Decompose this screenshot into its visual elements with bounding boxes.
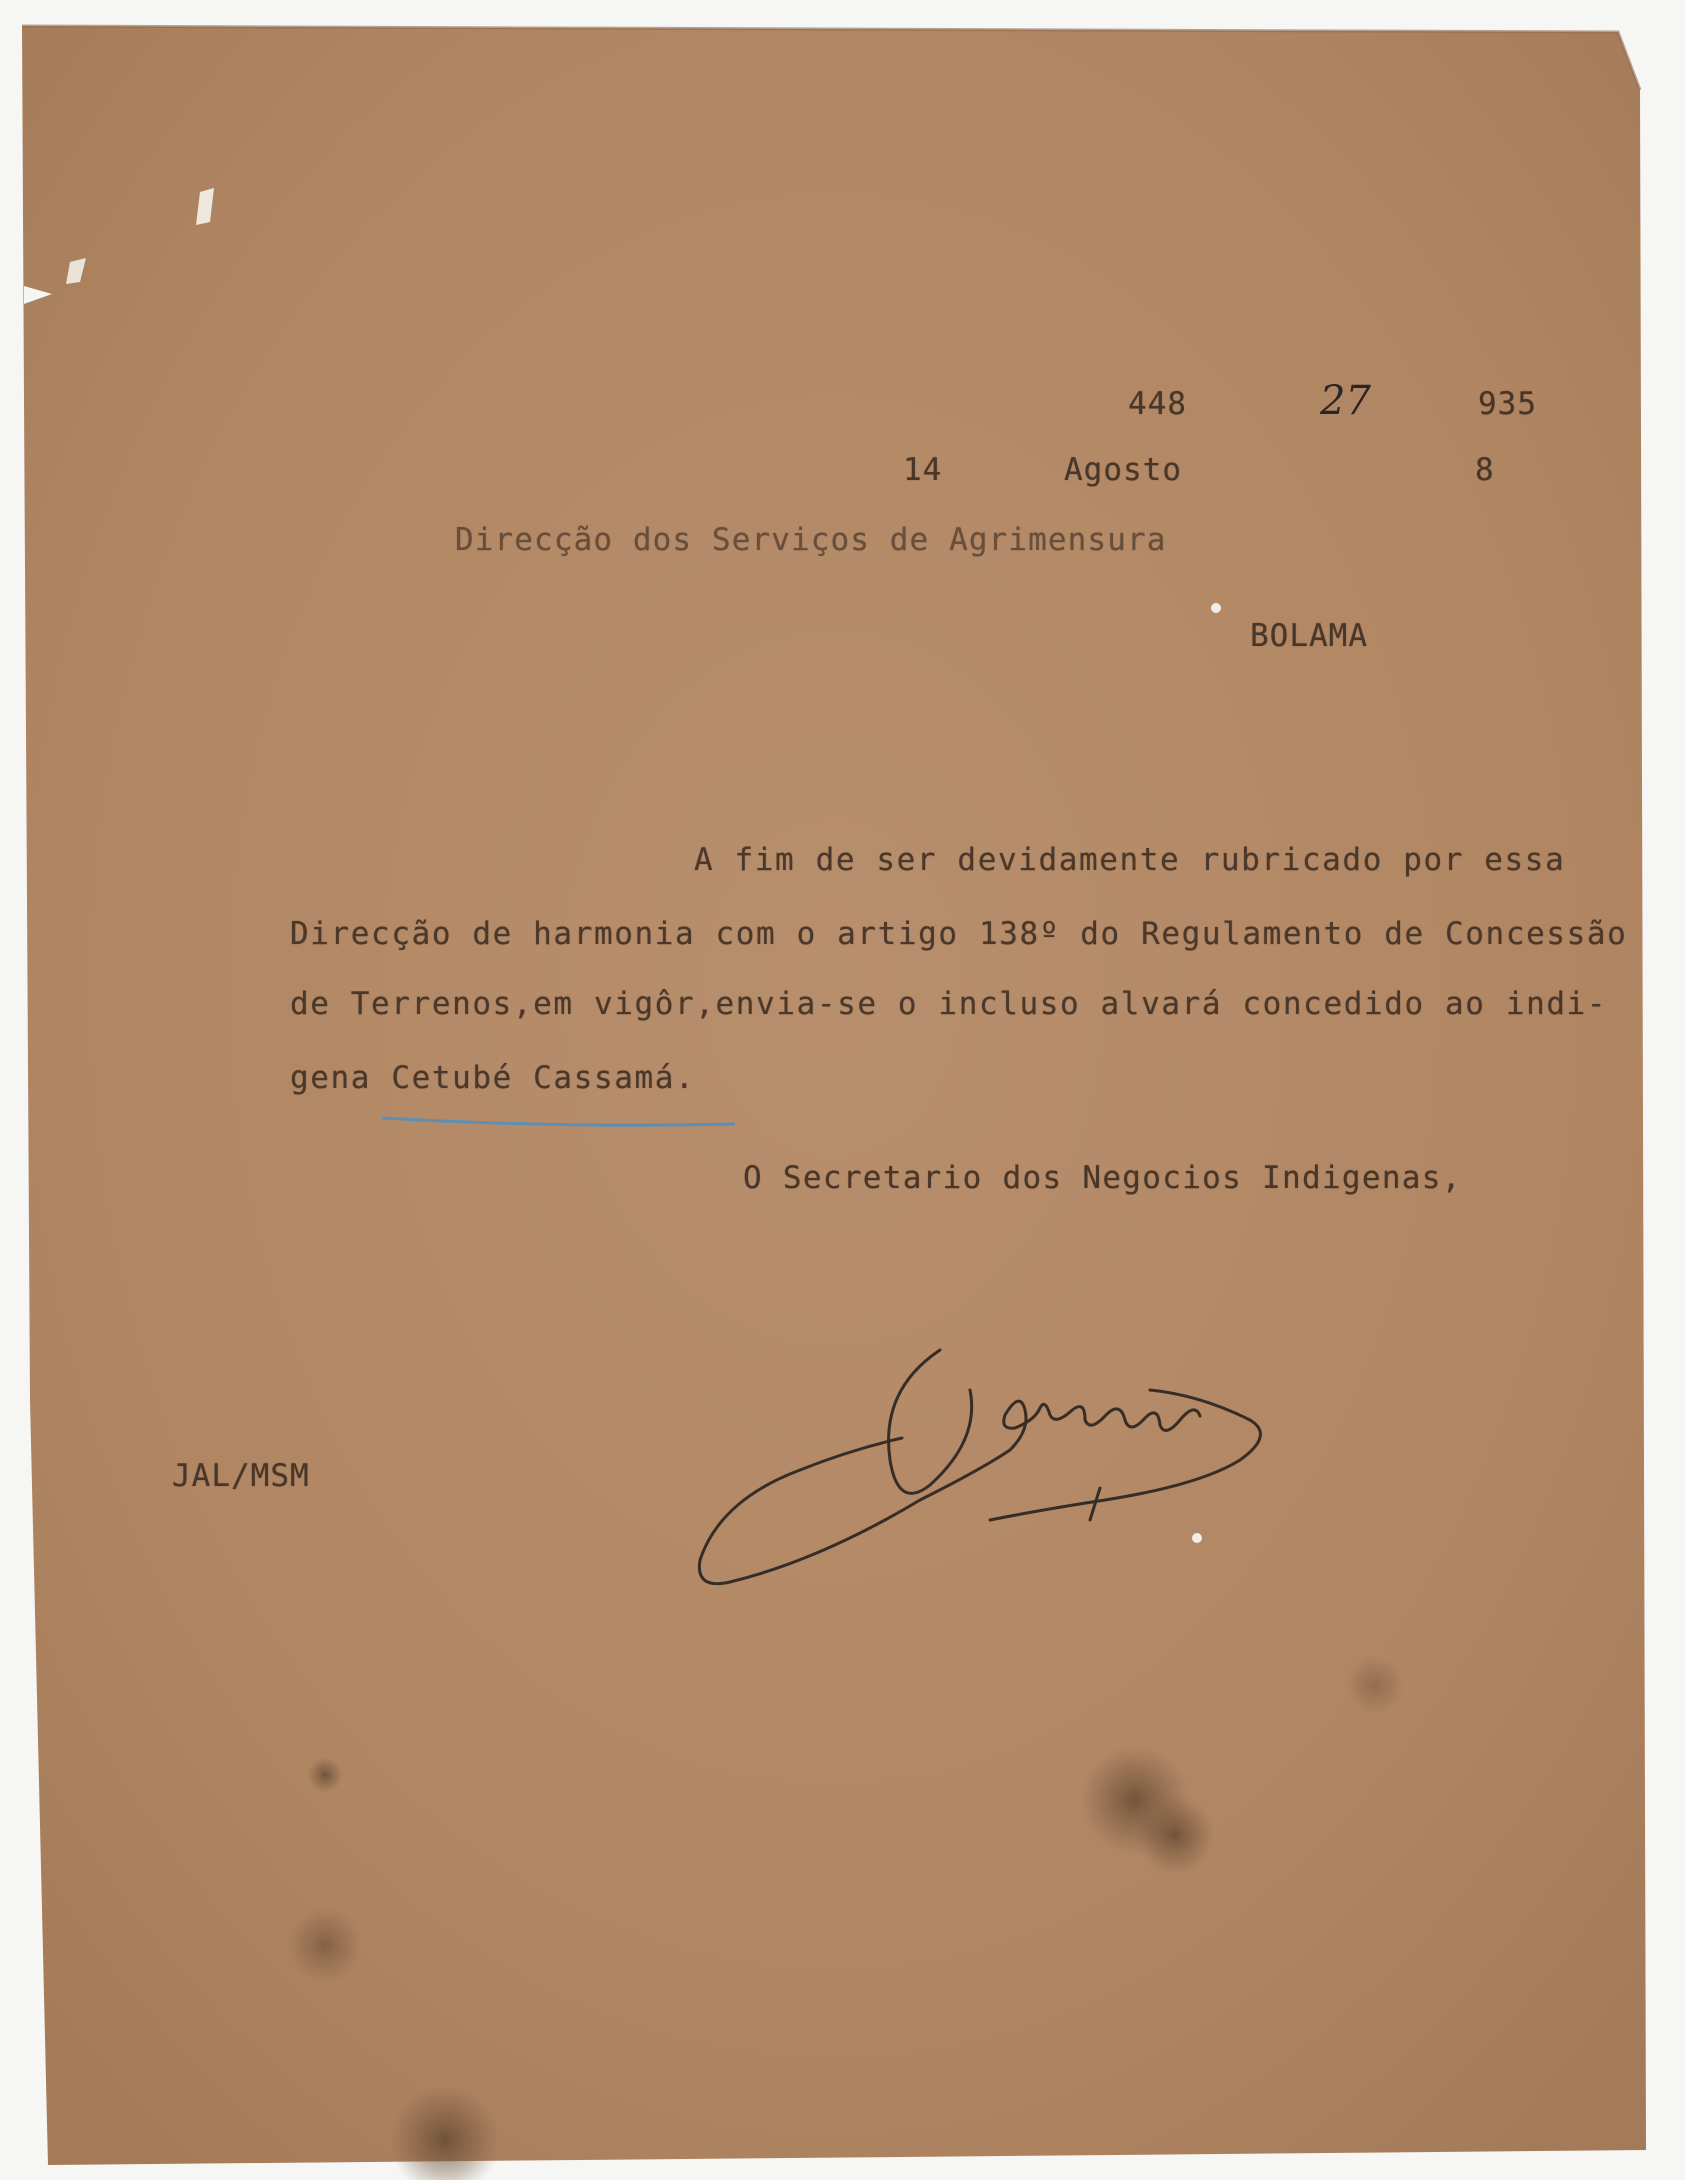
letter-sequence: 8 — [1475, 452, 1495, 488]
reference-initials: JAL/MSM — [172, 1458, 310, 1494]
letter-month: Agosto — [1064, 452, 1182, 488]
body-line-4: gena Cetubé Cassamá. — [290, 1060, 696, 1096]
addressee-line: Direcção dos Serviços de Agrimensura — [455, 522, 1167, 558]
addressee-place: BOLAMA — [1250, 618, 1368, 654]
body-line-1: A fim de ser devidamente rubricado por essa — [694, 842, 1566, 878]
signature — [680, 1320, 1300, 1620]
letter-number: 448 — [1128, 386, 1187, 422]
letter-day: 14 — [903, 452, 943, 488]
letter-year: 935 — [1478, 386, 1537, 422]
handwritten-number: 27 — [1320, 378, 1371, 424]
body-line-3: de Terrenos,em vigôr,envia-se o incluso alvará concedido ao indi- — [290, 986, 1608, 1022]
closing-line: O Secretario dos Negocios Indigenas, — [743, 1160, 1462, 1196]
body-line-2: Direcção de harmonia com o artigo 138º do Regulamento de Concessão — [290, 916, 1628, 952]
